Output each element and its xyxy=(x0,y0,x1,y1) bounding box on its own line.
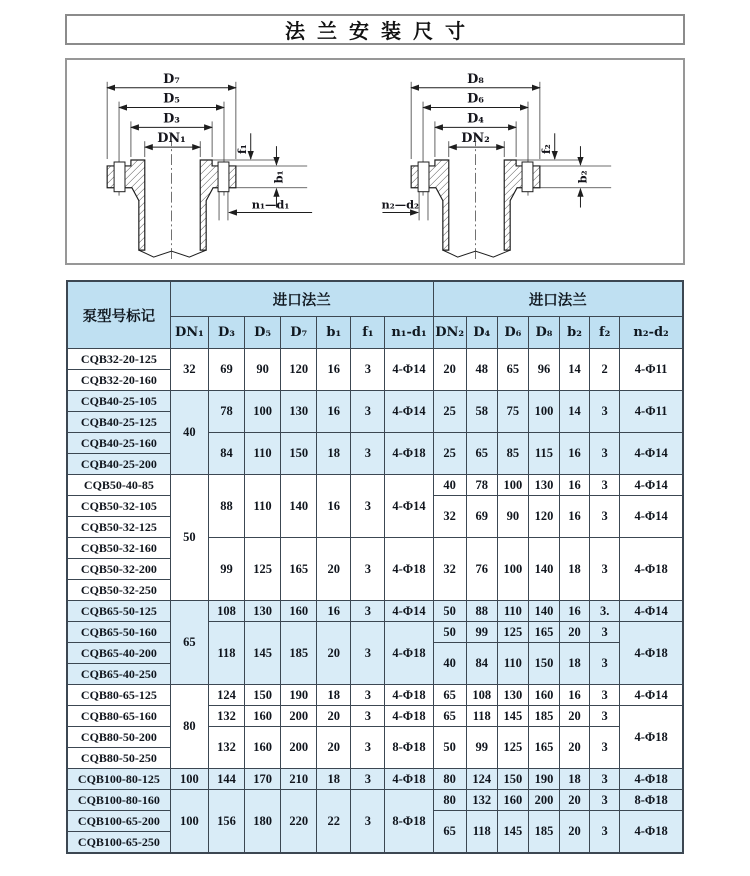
spec-cell: 200 xyxy=(281,706,317,727)
spec-cell: 16 xyxy=(317,349,351,391)
spec-cell: 40 xyxy=(433,643,466,685)
spec-cell: 150 xyxy=(245,685,281,706)
col-header-d7: D₇ xyxy=(281,317,317,349)
col-header-f1: f₁ xyxy=(351,317,385,349)
spec-cell: 20 xyxy=(560,811,590,854)
col-header-b2: b₂ xyxy=(560,317,590,349)
spec-cell: 144 xyxy=(208,769,244,790)
spec-cell: 4-Φ18 xyxy=(385,706,433,727)
spec-cell: 156 xyxy=(208,790,244,854)
spec-cell: 84 xyxy=(466,643,497,685)
spec-cell: 100 xyxy=(528,391,559,433)
spec-cell: 80 xyxy=(170,685,208,769)
spec-cell: 4-Φ18 xyxy=(620,706,683,769)
spec-cell: 3 xyxy=(351,538,385,601)
spec-cell: 99 xyxy=(466,727,497,769)
spec-cell: 3 xyxy=(590,391,620,433)
spec-cell: 3. xyxy=(590,601,620,622)
spec-cell: 2 xyxy=(590,349,620,391)
spec-cell: 160 xyxy=(245,727,281,769)
spec-cell: 132 xyxy=(208,706,244,727)
spec-cell: 115 xyxy=(528,433,559,475)
outlet-flange-diagram xyxy=(377,62,677,262)
spec-cell: 3 xyxy=(351,685,385,706)
spec-cell: 18 xyxy=(560,769,590,790)
table-row xyxy=(67,433,683,454)
table-row xyxy=(67,475,683,496)
spec-cell: 125 xyxy=(245,538,281,601)
table-row xyxy=(67,706,683,727)
spec-cell: 4-Φ18 xyxy=(385,622,433,685)
spec-cell: 3 xyxy=(590,622,620,643)
spec-cell: 16 xyxy=(560,685,590,706)
table-row xyxy=(67,601,683,622)
spec-cell: 90 xyxy=(245,349,281,391)
spec-cell: 65 xyxy=(433,706,466,727)
spec-cell: 3 xyxy=(590,643,620,685)
spec-cell: 65 xyxy=(466,433,497,475)
spec-cell: 76 xyxy=(466,538,497,601)
model-cell: CQB65-40-250 xyxy=(67,664,170,685)
dim-label-d6: D₆ xyxy=(467,91,484,107)
spec-cell: 4-Φ11 xyxy=(620,349,683,391)
spec-cell: 4-Φ14 xyxy=(385,601,433,622)
spec-cell: 18 xyxy=(317,769,351,790)
col-header-f2: f₂ xyxy=(590,317,620,349)
inlet-flange-diagram xyxy=(73,62,373,262)
spec-cell: 4-Φ14 xyxy=(620,601,683,622)
spec-cell: 84 xyxy=(208,433,244,475)
spec-cell: 3 xyxy=(590,727,620,769)
spec-cell: 99 xyxy=(466,622,497,643)
spec-cell: 125 xyxy=(497,727,528,769)
spec-cell: 180 xyxy=(245,790,281,854)
spec-cell: 108 xyxy=(208,601,244,622)
model-cell: CQB100-80-160 xyxy=(67,790,170,811)
spec-cell: 78 xyxy=(208,391,244,433)
dim-label-d8: D₈ xyxy=(467,71,484,87)
spec-cell: 88 xyxy=(466,601,497,622)
model-cell: CQB80-50-200 xyxy=(67,727,170,748)
spec-cell: 4-Φ18 xyxy=(385,685,433,706)
spec-cell: 110 xyxy=(497,643,528,685)
spec-cell: 16 xyxy=(560,601,590,622)
spec-cell: 130 xyxy=(281,391,317,433)
spec-cell: 3 xyxy=(351,391,385,433)
spec-cell: 100 xyxy=(170,769,208,790)
spec-cell: 132 xyxy=(208,727,244,769)
spec-cell: 85 xyxy=(497,433,528,475)
spec-cell: 20 xyxy=(433,349,466,391)
spec-cell: 140 xyxy=(281,475,317,538)
spec-cell: 50 xyxy=(433,727,466,769)
spec-cell: 20 xyxy=(317,538,351,601)
page-title: 法兰安装尺寸 xyxy=(65,14,685,45)
spec-cell: 4-Φ14 xyxy=(620,685,683,706)
model-cell: CQB40-25-125 xyxy=(67,412,170,433)
dim-label-f2: f₂ xyxy=(538,143,553,154)
spec-cell: 4-Φ18 xyxy=(620,622,683,685)
spec-cell: 48 xyxy=(466,349,497,391)
model-cell: CQB50-32-105 xyxy=(67,496,170,517)
spec-cell: 190 xyxy=(281,685,317,706)
spec-cell: 185 xyxy=(281,622,317,685)
spec-cell: 3 xyxy=(590,769,620,790)
col-header-d4: D₄ xyxy=(466,317,497,349)
spec-cell: 145 xyxy=(245,622,281,685)
spec-cell: 8-Φ18 xyxy=(620,790,683,811)
model-cell: CQB80-65-125 xyxy=(67,685,170,706)
spec-cell: 3 xyxy=(351,601,385,622)
spec-cell: 78 xyxy=(466,475,497,496)
spec-cell: 18 xyxy=(317,685,351,706)
spec-cell: 80 xyxy=(433,769,466,790)
spec-cell: 140 xyxy=(528,601,559,622)
spec-cell: 3 xyxy=(351,475,385,538)
model-cell: CQB50-32-125 xyxy=(67,517,170,538)
spec-cell: 120 xyxy=(281,349,317,391)
spec-cell: 16 xyxy=(317,475,351,538)
spec-cell: 80 xyxy=(433,790,466,811)
dim-label-b2: b₂ xyxy=(575,169,590,183)
model-cell: CQB65-40-200 xyxy=(67,643,170,664)
spec-cell: 100 xyxy=(245,391,281,433)
col-header-d6: D₆ xyxy=(497,317,528,349)
table-group-header-row xyxy=(67,281,683,317)
spec-cell: 4-Φ18 xyxy=(385,538,433,601)
spec-cell: 118 xyxy=(466,706,497,727)
spec-cell: 3 xyxy=(590,706,620,727)
spec-cell: 165 xyxy=(528,622,559,643)
model-cell: CQB65-50-125 xyxy=(67,601,170,622)
spec-cell: 4-Φ18 xyxy=(385,769,433,790)
spec-cell: 3 xyxy=(351,622,385,685)
model-cell: CQB40-25-105 xyxy=(67,391,170,412)
spec-cell: 118 xyxy=(466,811,497,854)
spec-cell: 140 xyxy=(528,538,559,601)
spec-cell: 90 xyxy=(497,496,528,538)
spec-cell: 125 xyxy=(497,622,528,643)
dim-label-n2d2: n₂—d₂ xyxy=(381,197,420,212)
flange-spec-table xyxy=(66,280,684,854)
spec-cell: 110 xyxy=(245,475,281,538)
model-cell: CQB50-40-85 xyxy=(67,475,170,496)
spec-cell: 3 xyxy=(590,790,620,811)
model-cell: CQB40-25-200 xyxy=(67,454,170,475)
dim-label-dn1: DN₁ xyxy=(157,130,186,146)
col-header-d3: D₃ xyxy=(208,317,244,349)
spec-cell: 160 xyxy=(245,706,281,727)
table-row xyxy=(67,769,683,790)
spec-cell: 200 xyxy=(281,727,317,769)
spec-cell: 99 xyxy=(208,538,244,601)
spec-cell: 4-Φ14 xyxy=(385,475,433,538)
spec-cell: 145 xyxy=(497,706,528,727)
model-cell: CQB50-32-250 xyxy=(67,580,170,601)
model-cell: CQB32-20-125 xyxy=(67,349,170,370)
spec-cell: 4-Φ18 xyxy=(620,811,683,854)
spec-cell: 14 xyxy=(560,391,590,433)
spec-cell: 50 xyxy=(170,475,208,601)
model-cell: CQB80-50-250 xyxy=(67,748,170,769)
spec-cell: 3 xyxy=(351,706,385,727)
spec-cell: 16 xyxy=(560,475,590,496)
spec-cell: 3 xyxy=(590,475,620,496)
table-row xyxy=(67,727,683,748)
table-row xyxy=(67,391,683,412)
spec-cell: 165 xyxy=(281,538,317,601)
spec-cell: 3 xyxy=(351,727,385,769)
spec-cell: 96 xyxy=(528,349,559,391)
spec-cell: 4-Φ14 xyxy=(620,433,683,475)
dim-label-d3: D₃ xyxy=(163,110,180,126)
model-cell: CQB80-65-160 xyxy=(67,706,170,727)
spec-cell: 3 xyxy=(590,433,620,475)
model-cell: CQB100-65-200 xyxy=(67,811,170,832)
spec-cell: 100 xyxy=(170,790,208,854)
spec-cell: 220 xyxy=(281,790,317,854)
col-header-n2d2: n₂-d₂ xyxy=(620,317,683,349)
col-header-d5: D₅ xyxy=(245,317,281,349)
spec-cell: 160 xyxy=(281,601,317,622)
spec-cell: 4-Φ14 xyxy=(620,475,683,496)
spec-cell: 124 xyxy=(466,769,497,790)
model-cell: CQB50-32-200 xyxy=(67,559,170,580)
dim-label-d4: D₄ xyxy=(467,110,484,126)
spec-cell: 150 xyxy=(528,643,559,685)
spec-cell: 65 xyxy=(497,349,528,391)
dim-label-f1: f₁ xyxy=(234,143,249,154)
spec-cell: 100 xyxy=(497,538,528,601)
spec-cell: 20 xyxy=(317,706,351,727)
spec-cell: 8-Φ18 xyxy=(385,790,433,854)
dim-label-d5: D₅ xyxy=(163,91,180,107)
spec-cell: 8-Φ18 xyxy=(385,727,433,769)
table-row xyxy=(67,349,683,370)
spec-cell: 40 xyxy=(170,391,208,475)
spec-cell: 65 xyxy=(433,685,466,706)
spec-cell: 3 xyxy=(590,538,620,601)
spec-cell: 25 xyxy=(433,433,466,475)
dim-label-n1d1: n₁—d₁ xyxy=(251,197,290,212)
spec-cell: 20 xyxy=(560,790,590,811)
spec-cell: 4-Φ18 xyxy=(620,769,683,790)
inlet-flange-group-header: 进口法兰 xyxy=(170,281,433,317)
spec-cell: 65 xyxy=(170,601,208,685)
col-header-dn1: DN₁ xyxy=(170,317,208,349)
model-cell: CQB65-50-160 xyxy=(67,622,170,643)
spec-cell: 3 xyxy=(351,349,385,391)
spec-cell: 130 xyxy=(528,475,559,496)
spec-cell: 69 xyxy=(208,349,244,391)
spec-cell: 185 xyxy=(528,811,559,854)
spec-cell: 3 xyxy=(351,769,385,790)
model-cell: CQB40-25-160 xyxy=(67,433,170,454)
dim-label-b1: b₁ xyxy=(271,169,286,183)
model-cell: CQB100-80-125 xyxy=(67,769,170,790)
spec-cell: 3 xyxy=(351,790,385,854)
spec-cell: 160 xyxy=(497,790,528,811)
spec-cell: 16 xyxy=(560,496,590,538)
spec-cell: 88 xyxy=(208,475,244,538)
spec-cell: 18 xyxy=(560,643,590,685)
spec-cell: 32 xyxy=(433,538,466,601)
spec-cell: 4-Φ18 xyxy=(385,433,433,475)
model-cell: CQB32-20-160 xyxy=(67,370,170,391)
spec-cell: 200 xyxy=(528,790,559,811)
spec-cell: 108 xyxy=(466,685,497,706)
dim-label-dn2: DN₂ xyxy=(461,130,490,146)
spec-cell: 20 xyxy=(560,622,590,643)
col-header-dn2: DN₂ xyxy=(433,317,466,349)
spec-cell: 190 xyxy=(528,769,559,790)
spec-cell: 65 xyxy=(433,811,466,854)
spec-cell: 58 xyxy=(466,391,497,433)
spec-cell: 69 xyxy=(466,496,497,538)
spec-cell: 16 xyxy=(317,391,351,433)
spec-cell: 3 xyxy=(590,685,620,706)
spec-cell: 4-Φ14 xyxy=(385,391,433,433)
outlet-flange-group-header: 进口法兰 xyxy=(433,281,683,317)
model-column-header: 泵型号标记 xyxy=(67,281,170,349)
table-row xyxy=(67,790,683,811)
spec-cell: 50 xyxy=(433,622,466,643)
spec-cell: 4-Φ11 xyxy=(620,391,683,433)
spec-cell: 25 xyxy=(433,391,466,433)
spec-cell: 18 xyxy=(317,433,351,475)
spec-cell: 120 xyxy=(528,496,559,538)
spec-cell: 20 xyxy=(560,727,590,769)
spec-cell: 18 xyxy=(560,538,590,601)
spec-cell: 132 xyxy=(466,790,497,811)
spec-cell: 118 xyxy=(208,622,244,685)
spec-cell: 130 xyxy=(497,685,528,706)
spec-cell: 210 xyxy=(281,769,317,790)
spec-cell: 20 xyxy=(317,727,351,769)
spec-cell: 22 xyxy=(317,790,351,854)
spec-cell: 20 xyxy=(317,622,351,685)
spec-cell: 165 xyxy=(528,727,559,769)
model-cell: CQB50-32-160 xyxy=(67,538,170,559)
spec-cell: 124 xyxy=(208,685,244,706)
spec-cell: 4-Φ14 xyxy=(385,349,433,391)
spec-cell: 32 xyxy=(433,496,466,538)
col-header-n1d1: n₁-d₁ xyxy=(385,317,433,349)
spec-cell: 3 xyxy=(590,496,620,538)
spec-cell: 185 xyxy=(528,706,559,727)
spec-cell: 3 xyxy=(590,811,620,854)
spec-cell: 50 xyxy=(433,601,466,622)
spec-cell: 160 xyxy=(528,685,559,706)
diagram-panel xyxy=(65,58,685,265)
col-header-d8: D₈ xyxy=(528,317,559,349)
spec-cell: 100 xyxy=(497,475,528,496)
spec-table-body xyxy=(67,349,683,854)
spec-cell: 150 xyxy=(281,433,317,475)
spec-cell: 110 xyxy=(497,601,528,622)
spec-cell: 150 xyxy=(497,769,528,790)
spec-cell: 16 xyxy=(560,433,590,475)
spec-cell: 40 xyxy=(433,475,466,496)
spec-cell: 170 xyxy=(245,769,281,790)
dim-label-d7: D₇ xyxy=(163,71,180,87)
page xyxy=(65,0,685,854)
table-row xyxy=(67,538,683,559)
spec-cell: 4-Φ14 xyxy=(620,496,683,538)
spec-cell: 4-Φ18 xyxy=(620,538,683,601)
table-row xyxy=(67,685,683,706)
spec-cell: 75 xyxy=(497,391,528,433)
spec-cell: 32 xyxy=(170,349,208,391)
model-cell: CQB100-65-250 xyxy=(67,832,170,854)
spec-cell: 14 xyxy=(560,349,590,391)
spec-cell: 130 xyxy=(245,601,281,622)
table-row xyxy=(67,622,683,643)
spec-cell: 3 xyxy=(351,433,385,475)
spec-cell: 20 xyxy=(560,706,590,727)
col-header-b1: b₁ xyxy=(317,317,351,349)
spec-cell: 110 xyxy=(245,433,281,475)
spec-cell: 16 xyxy=(317,601,351,622)
spec-cell: 145 xyxy=(497,811,528,854)
